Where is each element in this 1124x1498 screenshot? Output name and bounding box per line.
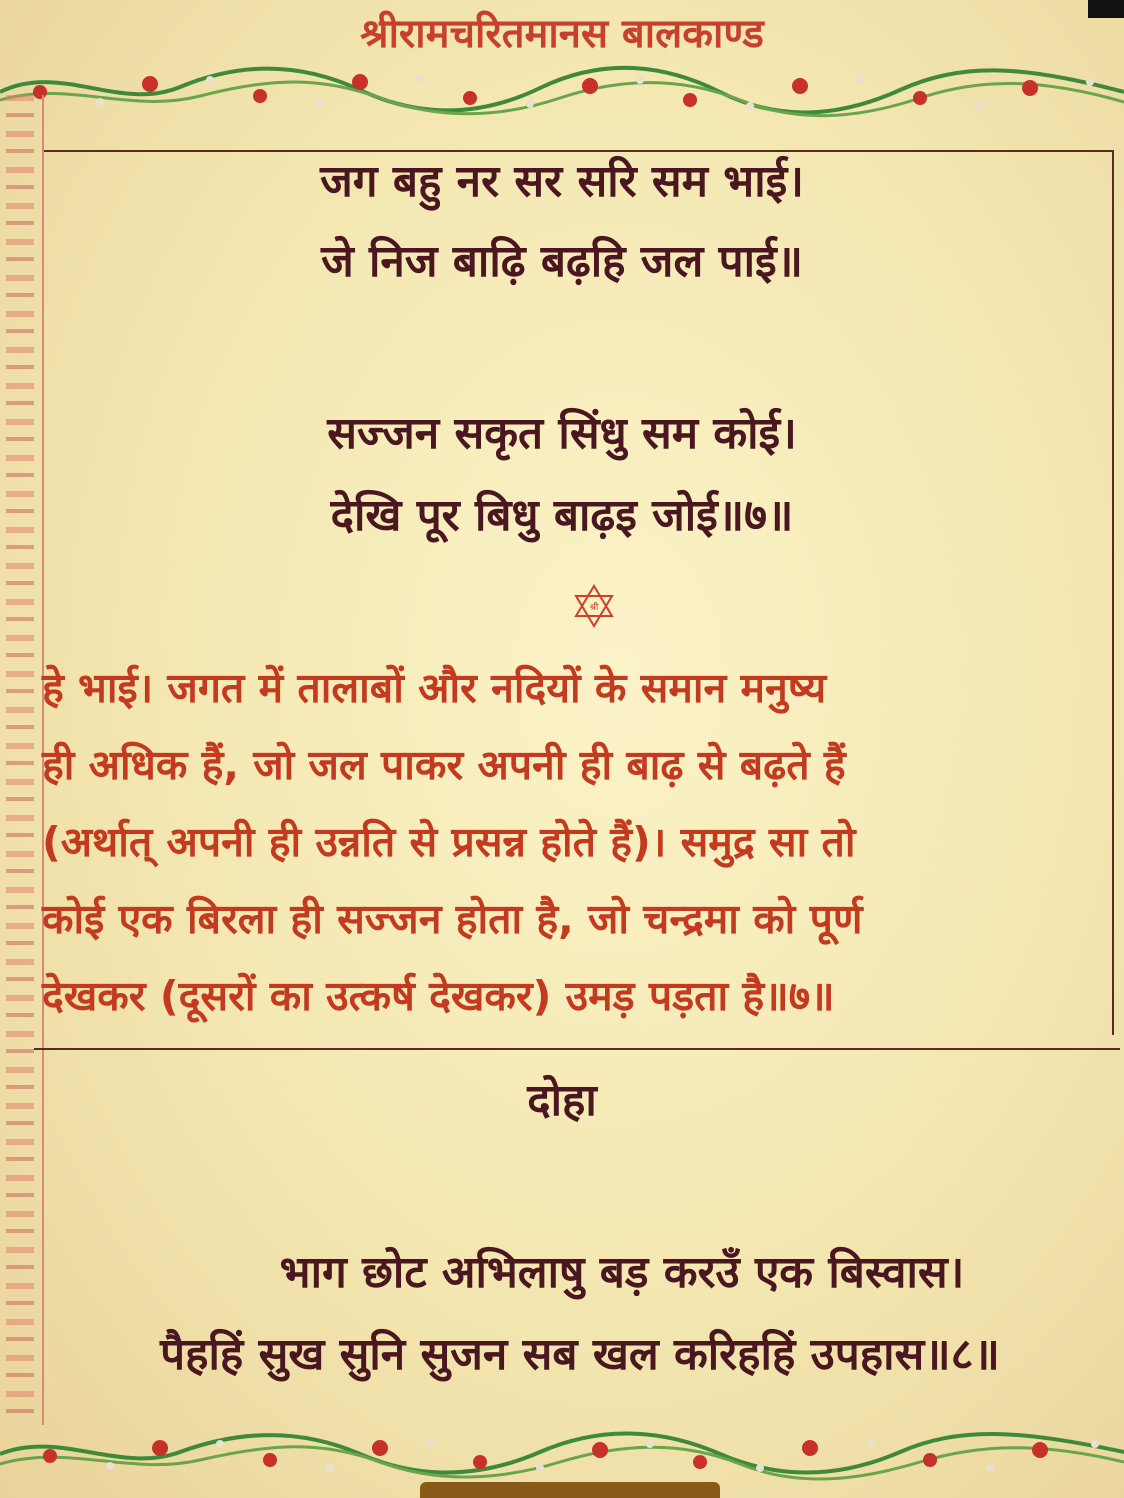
meaning-line: हे भाई। जगत में तालाबों और नदियों के समान मनुष्य [42, 664, 827, 712]
section-divider [34, 1048, 1120, 1050]
page-title: श्रीरामचरितमानस बालकाण्ड [360, 11, 764, 57]
frame-top-rule [44, 150, 1114, 152]
swastika-pattern-strip [6, 95, 34, 1425]
doha-line-1: भाग छोट अभिलाषु बड़ करउँ एक बिस्वास। [279, 1247, 965, 1298]
doha-heading: दोहा [527, 1075, 597, 1126]
shri-star-label: श्री [589, 603, 599, 613]
shri-star-icon [572, 584, 616, 628]
floral-vine-bottom [0, 1412, 1124, 1482]
meaning-line: (अर्थात् अपनी ही उन्नति से प्रसन्न होते हैं)। समुद्र सा तो [42, 818, 856, 866]
floral-vine-top [0, 52, 1124, 122]
meaning-line: कोई एक बिरला ही सज्जन होता है, जो चन्द्रमा को पूर्ण [42, 895, 863, 943]
doha-line-2: पैहहिं सुख सुनि सुजन सब खल करिहहिं उपहास॥८॥ [160, 1329, 1000, 1380]
meaning-line: देखकर (दूसरों का उत्कर्ष देखकर) उमड़ पड़ता है॥७॥ [42, 972, 835, 1020]
bottom-ornament [420, 1482, 720, 1498]
chaupai-line-2: जे निज बाढ़ि बढ़हि जल पाई॥ [321, 236, 803, 287]
chaupai-line-1: जग बहु नर सर सरि सम भाई। [320, 156, 804, 207]
left-decorative-border [0, 95, 44, 1425]
meaning-paragraph [42, 650, 1102, 1035]
chaupai-line-4: देखि पूर बिधु बाढ़इ जोई॥७॥ [330, 490, 794, 541]
chaupai-line-3: सज्जन सकृत सिंधु सम कोई। [327, 408, 797, 459]
meaning-line: ही अधिक हैं, जो जल पाकर अपनी ही बाढ़ से बढ़ते हैं [42, 741, 846, 789]
